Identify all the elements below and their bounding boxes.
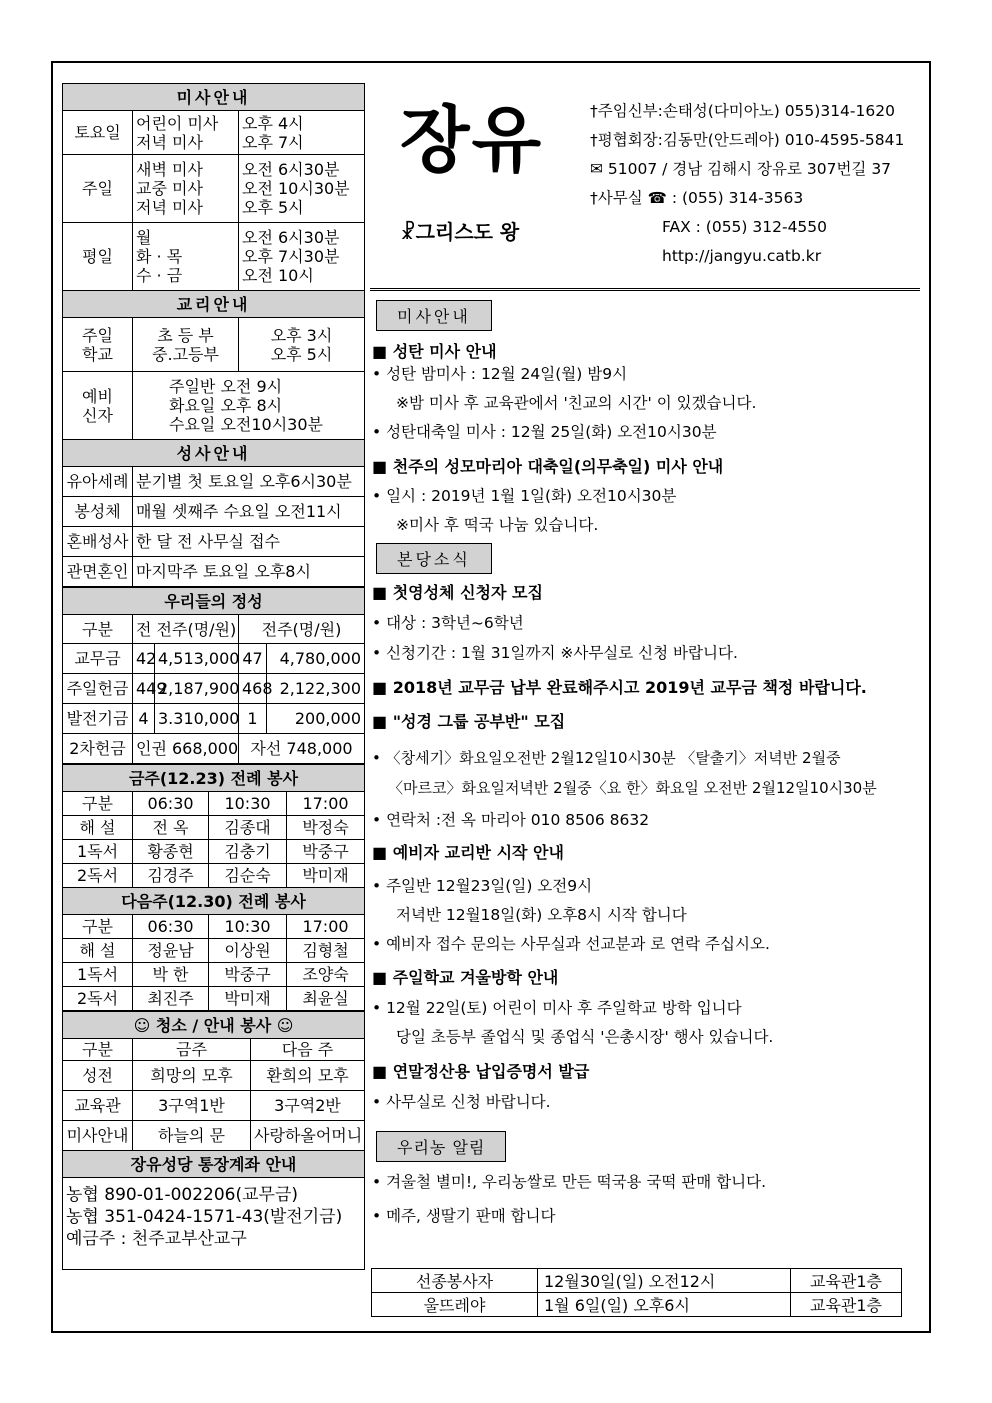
notice-line: • 메주, 생딸기 판매 합니다 — [372, 1207, 556, 1225]
doctrine-times: 오후 3시 오후 5시 — [239, 318, 365, 372]
notice-line: 저녁반 12월18일(화) 오후8시 시작 합니다 — [396, 906, 687, 924]
section-mass: 미사안내 — [376, 300, 492, 331]
notice-line: ※밤 미사 후 교육관에서 '친교의 시간' 이 있겠습니다. — [396, 394, 757, 412]
account-info: 농협 890-01-002206(교무금) 농협 351-0424-1571-43(발전기금) 예금주 : 천주교부산교구 — [63, 1178, 365, 1270]
offering-cell: 200,000 — [267, 704, 365, 734]
liturgy-cell: 박 한 — [133, 963, 209, 987]
offering-head: 전 전주(명/원) — [133, 615, 239, 644]
schedule-cell: 울뜨레야 — [372, 1293, 538, 1317]
liturgy-cell: 김종대 — [209, 816, 287, 840]
notice-heading: ■ 2018년 교무금 납부 완료해주시고 2019년 교무금 책정 바랍니다. — [372, 678, 867, 697]
liturgy-head: 17:00 — [287, 792, 365, 816]
mass-names: 어린이 미사 저녁 미사 — [133, 111, 239, 155]
notice-line: ※미사 후 떡국 나눔 있습니다. — [396, 516, 599, 534]
notice-line: • 일시 : 2019년 1월 1일(화) 오전10시30분 — [372, 487, 677, 505]
doctrine-key: 예비 신자 — [63, 372, 133, 440]
offering-cell: 자선 748,000 — [239, 734, 365, 764]
notice-line: 당일 초등부 졸업식 및 종업식 '은총시장' 행사 있습니다. — [396, 1028, 774, 1046]
sacrament-key: 혼배성사 — [63, 527, 133, 557]
sacrament-value: 분기별 첫 토요일 오후6시30분 — [133, 467, 365, 497]
offering-head: 전주(명/원) — [239, 615, 365, 644]
doctrine-classes: 초 등 부 중.고등부 — [133, 318, 239, 372]
offering-key: 주일헌금 — [63, 674, 133, 704]
cleaning-cell: 미사안내 — [63, 1121, 133, 1151]
liturgy-cell: 김형철 — [287, 939, 365, 963]
liturgy-cell: 김순숙 — [209, 864, 287, 888]
notice-line: • 성탄 밤미사 : 12월 24일(월) 밤9시 — [372, 365, 628, 383]
this-week-table — [62, 764, 365, 1011]
cleaning-head: 금주 — [133, 1039, 251, 1061]
liturgy-head: 06:30 — [133, 792, 209, 816]
liturgy-head: 10:30 — [209, 792, 287, 816]
cleaning-cell: 사랑하올어머니 — [251, 1121, 365, 1151]
cleaning-cell: 하늘의 문 — [133, 1121, 251, 1151]
offering-cell: 2,122,300 — [267, 674, 365, 704]
liturgy-cell: 박중구 — [209, 963, 287, 987]
liturgy-head: 06:30 — [133, 915, 209, 939]
liturgy-cell: 이상원 — [209, 939, 287, 963]
cleaning-cell: 희망의 모후 — [133, 1061, 251, 1091]
cleaning-head: 다음 주 — [251, 1039, 365, 1061]
liturgy-cell: 해 설 — [63, 939, 133, 963]
liturgy-cell: 조양숙 — [287, 963, 365, 987]
notice-line: • 예비자 접수 문의는 사무실과 선교분과 로 연락 주십시오. — [372, 935, 770, 953]
liturgy-head: 구분 — [63, 792, 133, 816]
liturgy-cell: 김충기 — [209, 840, 287, 864]
notice-line: • 〈창세기〉화요일오전반 2월12일10시30분 〈탈출기〉저녁반 2월중 — [372, 749, 841, 767]
mass-day: 토요일 — [63, 111, 133, 155]
sacrament-key: 관면혼인 — [63, 557, 133, 587]
liturgy-cell: 1독서 — [63, 840, 133, 864]
notice-heading: ■ 예비자 교리반 시작 안내 — [372, 843, 564, 862]
notice-heading: ■ 성탄 미사 안내 — [372, 342, 497, 361]
liturgy-head: 구분 — [63, 915, 133, 939]
parish-contact: †주임신부:손태성(다미아노) 055)314-1620 †평협회장:김동만(안드레아) 010-4595-5841 ✉ 51007 / 경남 김해시 장유로 307번길 37 †사무실 ☎ : (055) 314-3563 FAX : (055) 312-4550 http://jangyu.catb.kr — [590, 102, 905, 265]
notice-heading: ■ 주일학교 겨울방학 안내 — [372, 968, 559, 987]
account-title: 장유성당 통장계좌 안내 — [63, 1151, 365, 1178]
schedule-cell: 선종봉사자 — [372, 1269, 538, 1293]
offering-cell: 4 — [133, 704, 155, 734]
liturgy-cell: 최진주 — [133, 987, 209, 1011]
offering-cell: 449 — [133, 674, 155, 704]
schedule-cell: 12월30일(일) 오전12시 — [538, 1269, 791, 1293]
liturgy-cell: 정윤남 — [133, 939, 209, 963]
cleaning-head: 구분 — [63, 1039, 133, 1061]
notice-line: • 성탄대축일 미사 : 12월 25일(화) 오전10시30분 — [372, 423, 717, 441]
offering-title: 우리들의 정성 — [63, 588, 365, 615]
liturgy-cell: 박미재 — [209, 987, 287, 1011]
cleaning-title: ☺ 청소 / 안내 봉사 ☺ — [63, 1012, 365, 1039]
mass-title: 미사안내 — [63, 84, 365, 111]
sacrament-key: 봉성체 — [63, 497, 133, 527]
offering-cell: 2,187,900 — [155, 674, 239, 704]
parish-subtitle: ☧그리스도 왕 — [400, 220, 520, 244]
cleaning-cell: 3구역1반 — [133, 1091, 251, 1121]
liturgy-cell: 2독서 — [63, 864, 133, 888]
liturgy-cell: 황종현 — [133, 840, 209, 864]
liturgy-cell: 최윤실 — [287, 987, 365, 1011]
sacrament-value: 한 달 전 사무실 접수 — [133, 527, 365, 557]
doctrine-key: 주일 학교 — [63, 318, 133, 372]
cleaning-cell: 교육관 — [63, 1091, 133, 1121]
parish-title: 장유 — [400, 98, 544, 182]
cleaning-cell: 3구역2반 — [251, 1091, 365, 1121]
notice-line: • 연락처 :전 옥 마리아 010 8506 8632 — [372, 811, 650, 829]
offering-cell: 4,780,000 — [267, 644, 365, 674]
offering-key: 2차헌금 — [63, 734, 133, 764]
left-column — [62, 83, 364, 1270]
notice-line: • 겨울철 별미!, 우리농쌀로 만든 떡국용 국떡 판매 합니다. — [372, 1173, 767, 1191]
notice-line: • 신청기간 : 1월 31일까지 ※사무실로 신청 바랍니다. — [372, 644, 738, 662]
liturgy-head: 17:00 — [287, 915, 365, 939]
liturgy-cell: 해 설 — [63, 816, 133, 840]
notice-heading: ■ 천주의 성모마리아 대축일(의무축일) 미사 안내 — [372, 457, 724, 476]
next-week-title: 다음주(12.30) 전례 봉사 — [63, 888, 365, 915]
schedule-cell: 1월 6일(일) 오후6시 — [538, 1293, 791, 1317]
mass-names: 월 화 · 목 수 · 금 — [133, 223, 239, 291]
header-divider — [370, 288, 920, 291]
mass-day: 주일 — [63, 155, 133, 223]
liturgy-cell: 2독서 — [63, 987, 133, 1011]
notice-heading: ■ 첫영성체 신청자 모집 — [372, 583, 543, 602]
mass-names: 새벽 미사 교중 미사 저녁 미사 — [133, 155, 239, 223]
mass-times: 오후 4시 오후 7시 — [239, 111, 365, 155]
liturgy-cell: 김경주 — [133, 864, 209, 888]
liturgy-head: 10:30 — [209, 915, 287, 939]
this-week-title: 금주(12.23) 전례 봉사 — [63, 765, 365, 792]
notice-line: • 12월 22일(토) 어린이 미사 후 주일학교 방학 입니다 — [372, 999, 742, 1017]
offering-table — [62, 587, 365, 764]
sacrament-title: 성사안내 — [63, 440, 365, 467]
doctrine-catechumen: 주일반 오전 9시 화요일 오후 8시 수요일 오전10시30분 — [133, 372, 365, 440]
cleaning-table — [62, 1011, 365, 1270]
liturgy-cell: 전 옥 — [133, 816, 209, 840]
sacrament-value: 매월 셋째주 수요일 오전11시 — [133, 497, 365, 527]
section-parish-news: 본당소식 — [376, 543, 492, 574]
schedule-cell: 교육관1층 — [791, 1293, 902, 1317]
notice-heading: ■ 연말정산용 납입증명서 발급 — [372, 1062, 590, 1081]
offering-key: 교무금 — [63, 644, 133, 674]
sacrament-value: 마지막주 토요일 오후8시 — [133, 557, 365, 587]
mass-day: 평일 — [63, 223, 133, 291]
notice-line: • 대상 : 3학년~6학년 — [372, 614, 524, 632]
liturgy-cell: 박중구 — [287, 840, 365, 864]
liturgy-cell: 박미재 — [287, 864, 365, 888]
mass-table — [62, 83, 365, 587]
offering-cell: 1 — [239, 704, 267, 734]
cleaning-cell: 성전 — [63, 1061, 133, 1091]
notice-line: 〈마르코〉화요일저녁반 2월중〈요 한〉화요일 오전반 2월12일10시30분 — [388, 779, 877, 797]
liturgy-cell: 박정숙 — [287, 816, 365, 840]
cleaning-cell: 환희의 모후 — [251, 1061, 365, 1091]
offering-cell: 47 — [239, 644, 267, 674]
doctrine-title: 교리안내 — [63, 291, 365, 318]
notice-heading: ■ "성경 그룹 공부반" 모집 — [372, 712, 566, 731]
offering-cell: 3.310,000 — [155, 704, 239, 734]
section-farm-notice: 우리농 알림 — [376, 1131, 506, 1162]
offering-cell: 468 — [239, 674, 267, 704]
notice-line: • 사무실로 신청 바랍니다. — [372, 1093, 551, 1111]
schedule-cell: 교육관1층 — [791, 1269, 902, 1293]
offering-cell: 4,513,000 — [155, 644, 239, 674]
mass-times: 오전 6시30분 오후 7시30분 오전 10시 — [239, 223, 365, 291]
notice-line: • 주일반 12월23일(일) 오전9시 — [372, 877, 593, 895]
liturgy-cell: 1독서 — [63, 963, 133, 987]
sacrament-key: 유아세례 — [63, 467, 133, 497]
offering-key: 발전기금 — [63, 704, 133, 734]
offering-head: 구분 — [63, 615, 133, 644]
offering-cell: 인권 668,000 — [133, 734, 239, 764]
schedule-table — [371, 1268, 902, 1317]
mass-times: 오전 6시30분 오전 10시30분 오후 5시 — [239, 155, 365, 223]
offering-cell: 42 — [133, 644, 155, 674]
